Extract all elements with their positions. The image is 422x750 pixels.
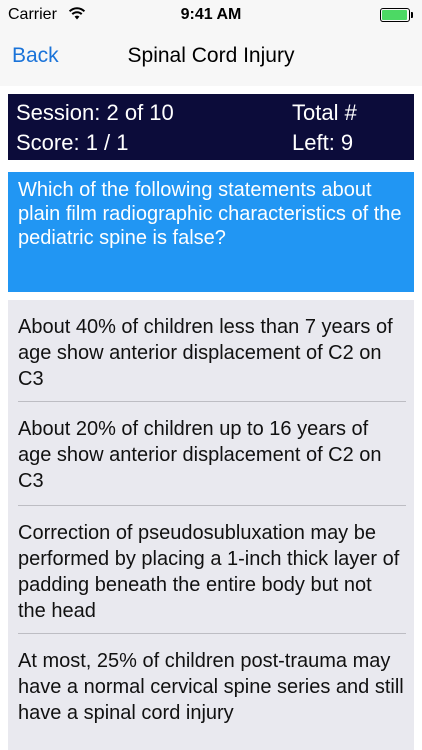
back-button[interactable]: Back xyxy=(12,44,59,67)
score-panel xyxy=(8,94,414,160)
answer-option-4[interactable] xyxy=(8,634,414,750)
carrier-label: Carrier xyxy=(8,6,57,23)
quiz-content xyxy=(0,86,422,750)
answer-option-1[interactable] xyxy=(8,300,414,402)
answer-list[interactable] xyxy=(8,300,414,750)
answer-option-3[interactable] xyxy=(8,506,414,634)
status-time: 9:41 AM xyxy=(180,6,242,23)
navigation-bar xyxy=(0,30,422,86)
answer-option-text: Correction of pseudosubluxation may be performed by placing a 1-inch thick layer of padding beneath the entire body but not the head xyxy=(18,522,400,622)
question-text: Which of the following statements about plain film radiographic characteristics of the pediatric spine is false? xyxy=(8,172,414,292)
answer-option-text: About 20% of children up to 16 years of age show anterior displacement of C2 on C3 xyxy=(18,418,382,492)
status-bar xyxy=(0,0,422,30)
score-label: Score: 1 / 1 xyxy=(16,130,129,155)
answer-option-text: At most, 25% of children post-trauma may have a normal cervical spine series and still have a spinal cord injury xyxy=(18,650,404,724)
answer-option-2[interactable] xyxy=(8,402,414,506)
total-label: Total # xyxy=(292,100,357,125)
left-count-label: Left: 9 xyxy=(292,130,354,155)
answer-option-text: About 40% of children less than 7 years of age show anterior displacement of C2 on C3 xyxy=(18,316,393,390)
battery-icon xyxy=(380,8,412,22)
session-label: Session: 2 of 10 xyxy=(16,100,174,125)
page-title: Spinal Cord Injury xyxy=(127,44,295,67)
